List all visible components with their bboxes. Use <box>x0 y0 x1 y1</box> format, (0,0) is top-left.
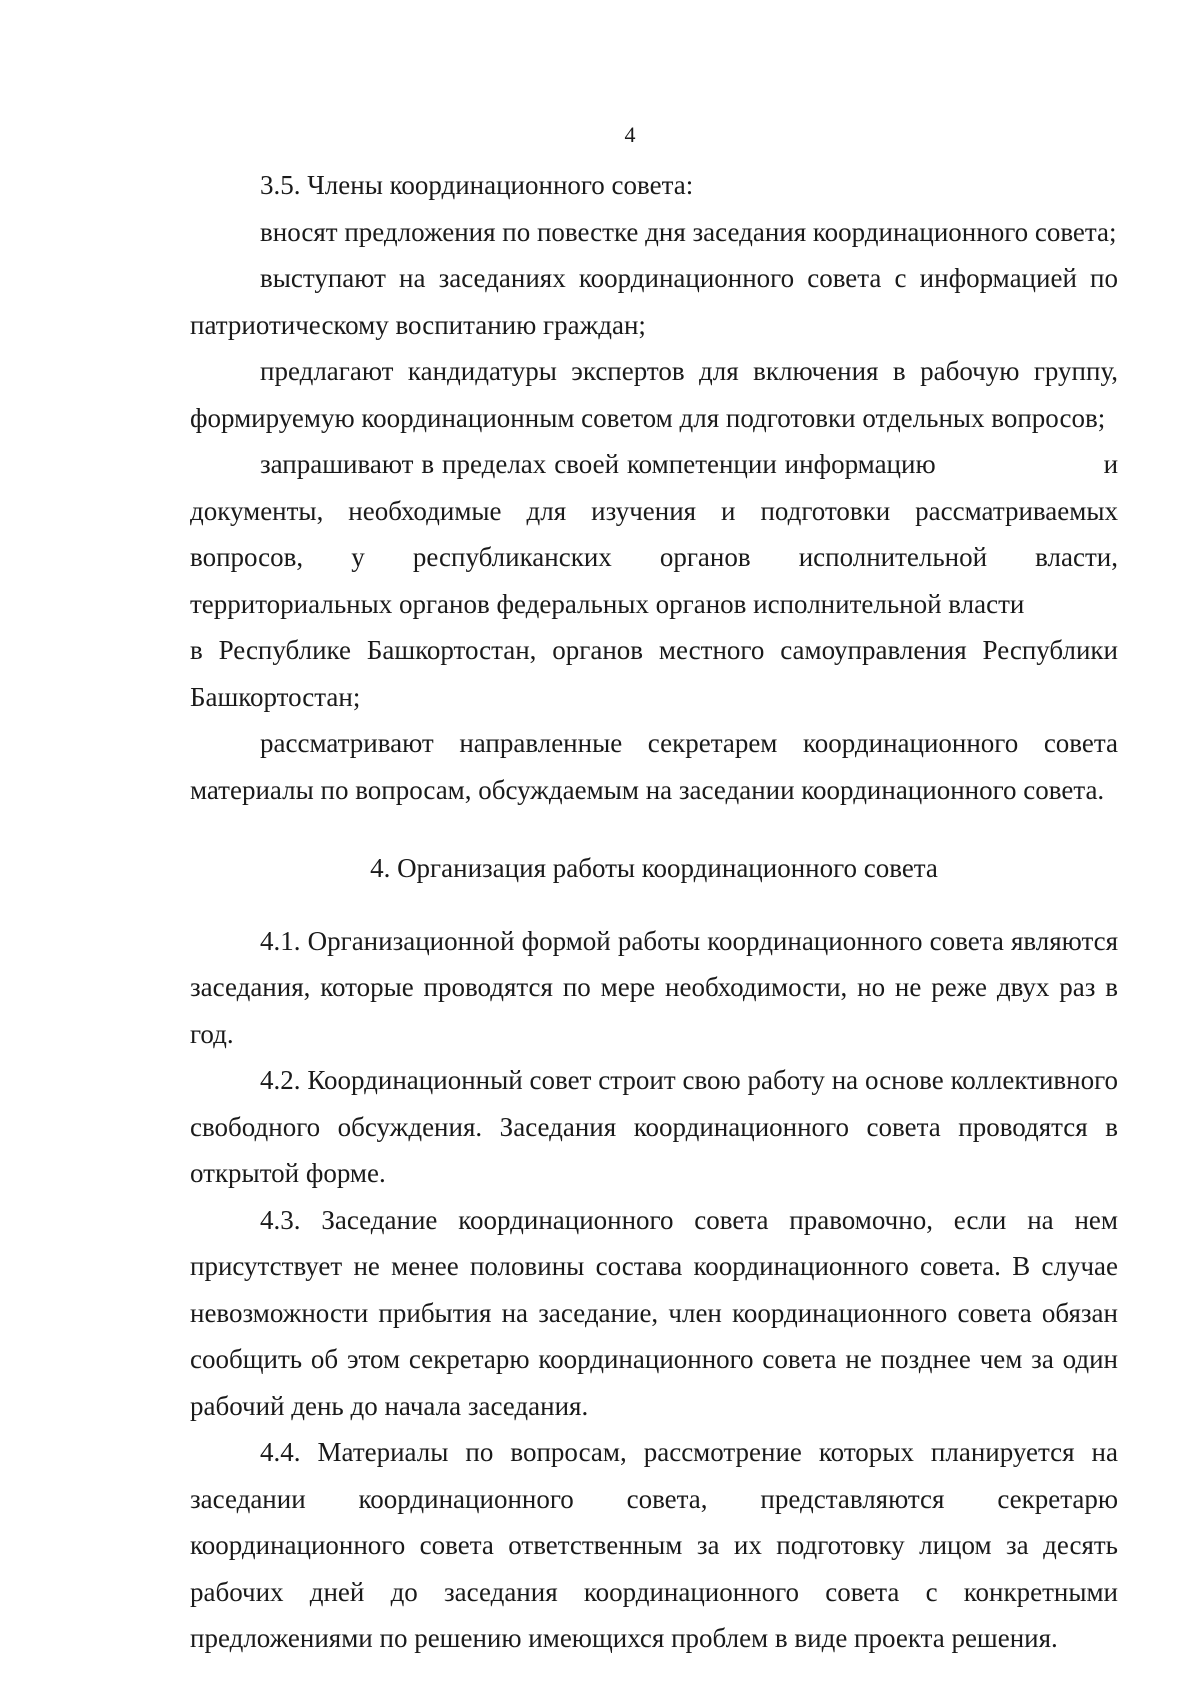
section-heading: 4. Организация работы координационного совета <box>370 853 938 883</box>
clause-3-5-item-4-part-c: в Республике Башкортостан, органов местного самоуправления Республики Башкортостан; <box>190 635 1118 712</box>
clause-4-2: 4.2. Координационный совет строит свою работу на основе коллективного свободного обсуждения. Заседания координационного совета проводятся в открытой форме. <box>190 1065 1118 1188</box>
redacted-gap <box>936 449 1096 479</box>
clause-3-5-item-3: предлагают кандидатуры экспертов для включения в рабочую группу, формируемую координационным советом для подготовки отдельных вопросов; <box>190 356 1118 433</box>
clause-3-5-item-4-part-b: и документы, необходимые для изучения и подготовки рассматриваемых вопросов, у республиканских органов исполнительной власти, территориальных органов федеральных органов исполнительной власти <box>190 449 1119 619</box>
clause-4-4: 4.4. Материалы по вопросам, рассмотрение которых планируется на заседании координационного совета, представляются секретарю координационного совета ответственным за их подготовку лицом за десять рабочих дней до заседания координационного совета с конкретными предложениями по решению имеющихся проблем в виде проекта решения. <box>190 1437 1118 1653</box>
clause-4-1: 4.1. Организационной формой работы координационного совета являются заседания, которые проводятся по мере необходимости, но не реже двух раз в год. <box>190 925 1118 1049</box>
clause-3-5: 3.5. Члены координационного совета: <box>260 170 694 200</box>
clause-3-5-item-1: вносят предложения по повестке дня заседания координационного совета; <box>260 216 1117 247</box>
page-number: 4 <box>624 122 636 147</box>
document-body <box>190 162 1118 1662</box>
clause-3-5-item-4 <box>190 441 1118 720</box>
clause-3-5-item-5: рассматривают направленные секретарем координационного совета материалы по вопросам, обсуждаемым на заседании координационного совета. <box>190 728 1118 805</box>
clause-3-5-item-2: выступают на заседаниях координационного совета с информацией по патриотическому воспитанию граждан; <box>190 263 1118 340</box>
clause-4-3: 4.3. Заседание координационного совета правомочно, если на нем присутствует не менее половины состава координационного совета. В случае невозможности прибытия на заседание, член координационного совета обязан сообщить об этом секретарю координационного совета не позднее чем за один рабочий день до начала заседания. <box>190 1204 1118 1421</box>
redacted-gap <box>1024 589 1174 619</box>
clause-3-5-item-4-part-a: запрашивают в пределах своей компетенции информацию <box>260 449 936 479</box>
